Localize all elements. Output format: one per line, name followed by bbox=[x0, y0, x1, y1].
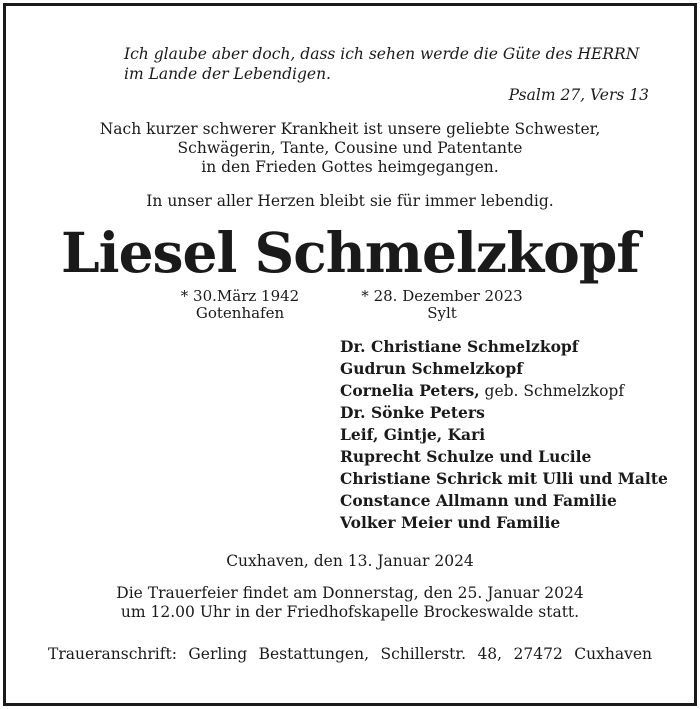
death-info bbox=[357, 288, 527, 322]
mourner-name: Constance Allmann und Familie bbox=[340, 491, 617, 510]
intro-line: Nach kurzer schwerer Krankheit ist unsere geliebte Schwester, bbox=[99, 120, 601, 138]
verse-line: im Lande der Lebendigen. bbox=[124, 65, 331, 83]
mourner bbox=[340, 512, 680, 534]
intro-line: Schwägerin, Tante, Cousine und Patentante bbox=[177, 139, 523, 157]
mourner bbox=[340, 490, 680, 512]
mourner-name: Christiane Schrick mit Ulli und Malte bbox=[340, 469, 668, 488]
verse-reference: Psalm 27, Vers 13 bbox=[508, 86, 649, 104]
death-date: * 28. Dezember 2023 bbox=[361, 287, 523, 305]
mourner-name: Dr. Sönke Peters bbox=[340, 403, 485, 422]
mourning-address: Traueranschrift: Gerling Bestattungen, Schillerstr. 48, 27472 Cuxhaven bbox=[48, 645, 652, 663]
mourner-name: Dr. Christiane Schmelzkopf bbox=[340, 337, 579, 356]
deceased-name: Liesel Schmelzkopf bbox=[61, 220, 639, 285]
mourner-name: Ruprecht Schulze und Lucile bbox=[340, 447, 592, 466]
heart-line: In unser aller Herzen bleibt sie für immer lebendig. bbox=[146, 192, 554, 210]
mourner bbox=[340, 424, 680, 446]
mourner bbox=[340, 402, 680, 424]
mourner bbox=[340, 380, 680, 402]
birth-info bbox=[175, 288, 305, 322]
funeral-line: Die Trauerfeier findet am Donnerstag, den 25. Januar 2024 bbox=[116, 584, 584, 602]
mourner-name: Gudrun Schmelzkopf bbox=[340, 359, 523, 378]
mourner bbox=[340, 358, 680, 380]
birth-place: Gotenhafen bbox=[195, 304, 285, 322]
mourner-name: Cornelia Peters, bbox=[340, 381, 480, 400]
funeral-info bbox=[0, 584, 700, 622]
death-place: Sylt bbox=[427, 304, 457, 322]
mourner-note: geb. Schmelzkopf bbox=[479, 382, 625, 400]
mourner bbox=[340, 468, 680, 490]
intro-line: in den Frieden Gottes heimgegangen. bbox=[201, 158, 499, 176]
funeral-line: um 12.00 Uhr in der Friedhofskapelle Brockeswalde statt. bbox=[120, 603, 580, 621]
mourner-name: Volker Meier und Familie bbox=[340, 513, 561, 532]
mourner-name: Leif, Gintje, Kari bbox=[340, 425, 486, 444]
intro-text bbox=[0, 120, 700, 177]
bible-verse bbox=[124, 44, 649, 105]
verse-line: Ich glaube aber doch, dass ich sehen werde die Güte des HERRN bbox=[124, 45, 640, 63]
place-date: Cuxhaven, den 13. Januar 2024 bbox=[226, 552, 474, 570]
mourners-list bbox=[340, 336, 680, 534]
mourner bbox=[340, 336, 680, 358]
mourner bbox=[340, 446, 680, 468]
birth-date: * 30.März 1942 bbox=[180, 287, 300, 305]
